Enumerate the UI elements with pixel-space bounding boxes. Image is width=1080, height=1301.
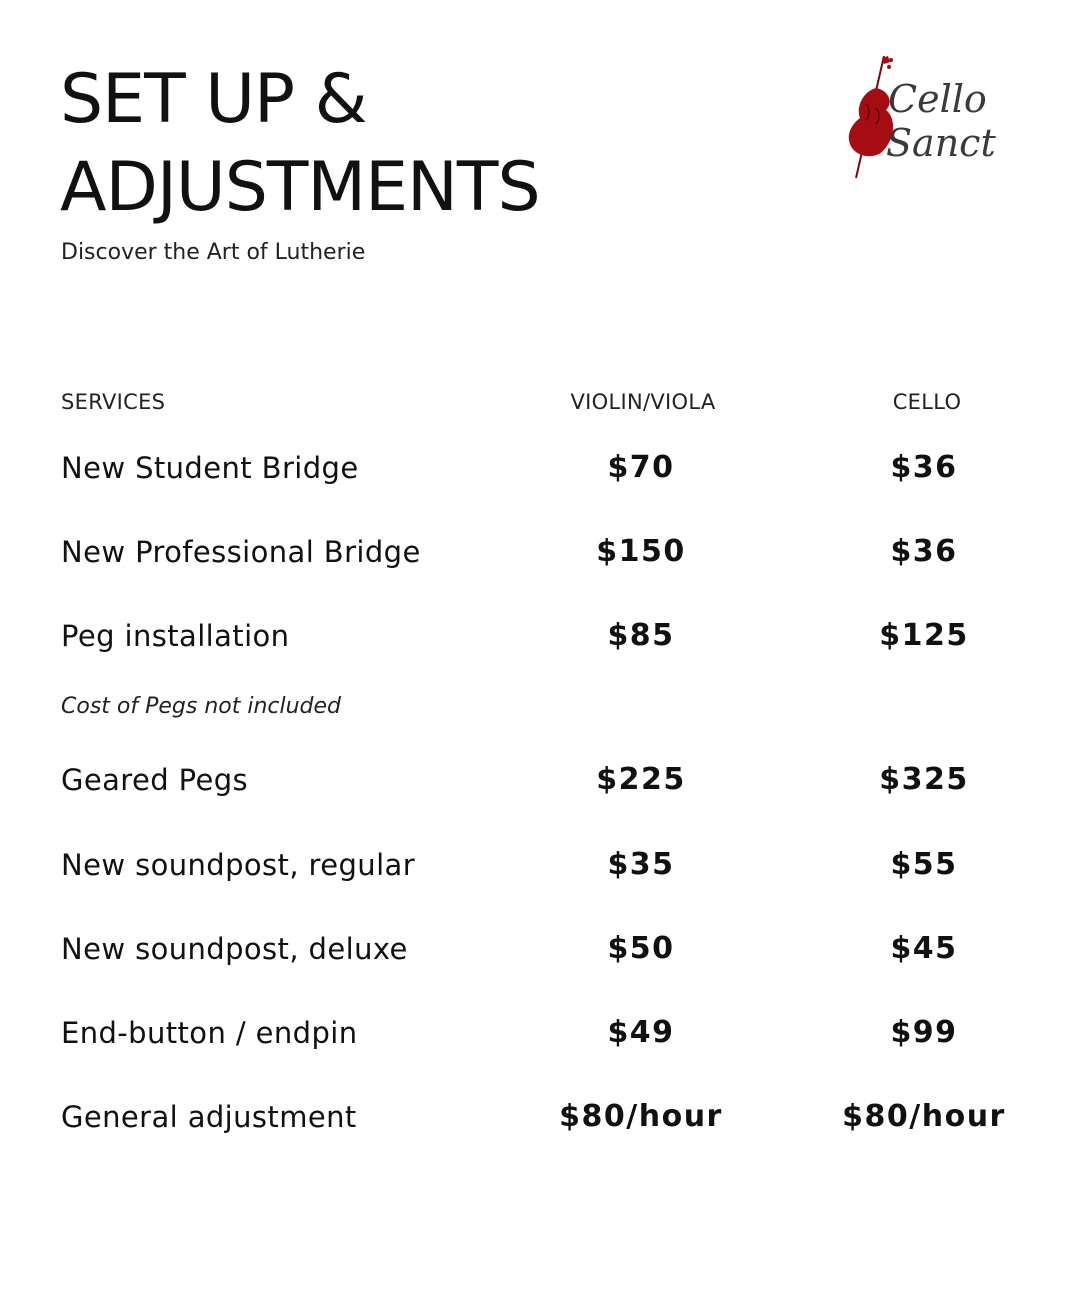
table-row: [0, 448, 1080, 488]
price-violin-viola: $80/hour: [559, 1099, 723, 1134]
table-row: [0, 845, 1080, 885]
page-title-line-2: ADJUSTMENTS: [60, 148, 540, 227]
price-cello: $99: [890, 1015, 958, 1050]
price-cello: $36: [890, 534, 958, 569]
column-header-services: SERVICES: [61, 390, 166, 414]
peg-cost-note: Cost of Pegs not included: [61, 694, 342, 719]
price-violin-viola: $35: [607, 847, 675, 882]
table-row: [0, 532, 1080, 572]
service-name: General adjustment: [61, 1100, 357, 1134]
table-row: [0, 1013, 1080, 1053]
table-row: [0, 1097, 1080, 1137]
table-row: [0, 929, 1080, 969]
price-violin-viola: $50: [607, 931, 675, 966]
price-cello: $45: [890, 931, 958, 966]
price-cello: $80/hour: [842, 1099, 1006, 1134]
service-name: Peg installation: [61, 619, 290, 653]
price-cello: $325: [879, 762, 969, 797]
page-subtitle: Discover the Art of Lutherie: [61, 240, 366, 265]
price-cello: $125: [879, 618, 969, 653]
table-row: [0, 760, 1080, 800]
service-name: New soundpost, deluxe: [61, 932, 408, 966]
service-name: New soundpost, regular: [61, 848, 416, 882]
price-violin-viola: $49: [607, 1015, 675, 1050]
service-name: New Professional Bridge: [61, 535, 421, 569]
table-row: [0, 616, 1080, 656]
price-cello: $36: [890, 450, 958, 485]
service-name: Geared Pegs: [61, 763, 249, 797]
column-header-cello: CELLO: [892, 390, 962, 414]
logo-text-line-2: Sanct: [886, 121, 996, 165]
service-name: New Student Bridge: [61, 451, 359, 485]
price-violin-viola: $85: [607, 618, 675, 653]
column-header-violin-viola: VIOLIN/VIOLA: [570, 390, 716, 414]
price-cello: $55: [890, 847, 958, 882]
price-violin-viola: $150: [596, 534, 686, 569]
service-name: End-button / endpin: [61, 1016, 358, 1050]
price-violin-viola: $225: [596, 762, 686, 797]
logo-text-line-1: Cello: [888, 77, 987, 121]
price-violin-viola: $70: [607, 450, 675, 485]
page-title-line-1: SET UP &: [60, 60, 367, 139]
